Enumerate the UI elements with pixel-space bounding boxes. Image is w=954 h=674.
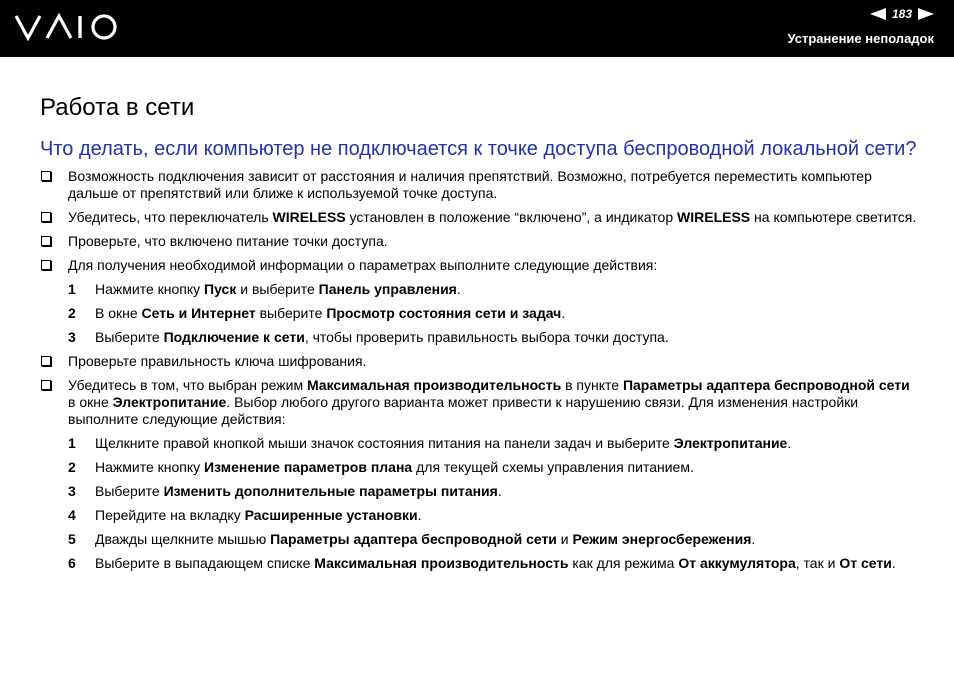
text-run: .	[456, 281, 461, 297]
text-run: .	[751, 531, 756, 547]
bold-term: Изменение параметров плана	[204, 459, 413, 475]
text-run: установлен в положение “включено”, а индикатор	[345, 209, 678, 225]
text-run: Выберите	[95, 483, 164, 499]
step-number: 4	[68, 507, 76, 523]
bold-term: Просмотр состояния сети и задач	[326, 305, 562, 321]
bold-term: Подключение к сети	[163, 329, 305, 345]
step-number: 3	[68, 483, 76, 499]
step-number: 2	[68, 459, 76, 475]
text-run: .	[497, 483, 502, 499]
text-run: Выберите	[95, 329, 164, 345]
text-run: В окне	[95, 305, 142, 321]
bold-term: Панель управления	[318, 281, 457, 297]
step-number: 5	[68, 531, 76, 547]
bold-term: От аккумулятора	[678, 555, 796, 571]
list-item	[40, 209, 920, 226]
step-item	[68, 459, 920, 476]
text-run: и	[556, 531, 573, 547]
page-navigation	[870, 7, 934, 21]
question-heading: Что делать, если компьютер не подключается к точке доступа беспроводной локальной сети?	[40, 138, 917, 160]
step-item	[68, 555, 920, 572]
text-run: .	[891, 555, 896, 571]
checkbox-bullet-icon	[41, 171, 51, 181]
step-item	[68, 329, 920, 346]
checkbox-bullet-icon	[41, 236, 51, 246]
bold-term: Максимальная производительность	[306, 377, 562, 393]
text-run: .	[417, 507, 422, 523]
text-run: в пункте	[561, 377, 623, 393]
step-item	[68, 435, 920, 452]
vaio-logo	[14, 13, 120, 41]
step-number: 6	[68, 555, 76, 571]
section-title: Устранение неполадок	[787, 31, 934, 46]
step-item	[68, 305, 920, 322]
bold-term: Электропитание	[673, 435, 788, 451]
text-run: Убедитесь в том, что выбран режим	[68, 377, 307, 393]
bold-term: От сети	[839, 555, 892, 571]
text-run: для текущей схемы управления питанием.	[412, 459, 694, 475]
page-title: Работа в сети	[40, 94, 195, 121]
text-run: , чтобы проверить правильность выбора точки доступа.	[304, 329, 669, 345]
step-list	[68, 281, 920, 346]
list-item	[40, 233, 920, 250]
text-run: Нажмите кнопку	[95, 459, 205, 475]
text-run: Нажмите кнопку	[95, 281, 205, 297]
text-run: Щелкните правой кнопкой мыши значок состояния питания на панели задач и выберите	[95, 435, 674, 451]
list-item	[40, 377, 920, 572]
step-item	[68, 531, 920, 548]
bold-term: WIRELESS	[677, 209, 751, 225]
bold-term: WIRELESS	[272, 209, 346, 225]
step-item	[68, 507, 920, 524]
text-run: Перейдите на вкладку	[95, 507, 245, 523]
checkbox-bullet-icon	[41, 380, 51, 390]
checkbox-bullet-icon	[41, 260, 51, 270]
step-item	[68, 281, 920, 298]
text-run: .	[561, 305, 566, 321]
bold-term: Расширенные установки	[244, 507, 418, 523]
text-run: как для режима	[568, 555, 679, 571]
checkbox-bullet-icon	[41, 356, 51, 366]
text-run: и выберите	[236, 281, 319, 297]
bold-term: Параметры адаптера беспроводной сети	[622, 377, 910, 393]
bold-term: Параметры адаптера беспроводной сети	[270, 531, 557, 547]
step-number: 3	[68, 329, 76, 345]
text-run: в окне	[68, 394, 113, 410]
bold-term: Сеть и Интернет	[141, 305, 256, 321]
item-text	[68, 377, 920, 428]
triangle-right-icon[interactable]	[918, 8, 934, 20]
text-run: Выберите в выпадающем списке	[95, 555, 315, 571]
text-run: Проверьте, что включено питание точки доступа.	[68, 233, 388, 249]
bold-term: Пуск	[204, 281, 237, 297]
list-item	[40, 257, 920, 346]
item-text	[68, 233, 920, 250]
list-item	[40, 168, 920, 202]
bold-term: Режим энергосбережения	[572, 531, 752, 547]
step-number: 1	[68, 435, 76, 451]
checkbox-bullet-icon	[41, 212, 51, 222]
page-content	[40, 92, 920, 579]
item-text	[68, 257, 920, 274]
bold-term: Электропитание	[112, 394, 227, 410]
bold-term: Максимальная производительность	[314, 555, 569, 571]
troubleshooting-list	[40, 168, 920, 572]
step-list	[68, 435, 920, 572]
text-run: Возможность подключения зависит от расстояния и наличия препятствий. Возможно, потребуется переместить компьютер дальше от препятствий или ближе к используемой точке доступа.	[68, 168, 872, 201]
list-item	[40, 353, 920, 370]
bold-term: Изменить дополнительные параметры питания	[163, 483, 498, 499]
item-text	[68, 353, 920, 370]
text-run: Дважды щелкните мышью	[95, 531, 271, 547]
item-text	[68, 209, 920, 226]
item-text	[68, 168, 920, 202]
step-item	[68, 483, 920, 500]
page-header	[0, 0, 954, 57]
step-number: 2	[68, 305, 76, 321]
text-run: , так и	[795, 555, 840, 571]
page-number: 183	[891, 7, 912, 21]
text-run: на компьютере светится.	[750, 209, 917, 225]
text-run: Убедитесь, что переключатель	[68, 209, 273, 225]
text-run: . Выбор любого другого варианта может привести к нарушению связи. Для изменения настройки выполните следующие действия:	[68, 394, 859, 427]
text-run: .	[787, 435, 792, 451]
text-run: Для получения необходимой информации о параметрах выполните следующие действия:	[68, 257, 658, 273]
text-run: Проверьте правильность ключа шифрования.	[68, 353, 367, 369]
text-run: выберите	[255, 305, 327, 321]
triangle-left-icon[interactable]	[870, 8, 886, 20]
step-number: 1	[68, 281, 76, 297]
